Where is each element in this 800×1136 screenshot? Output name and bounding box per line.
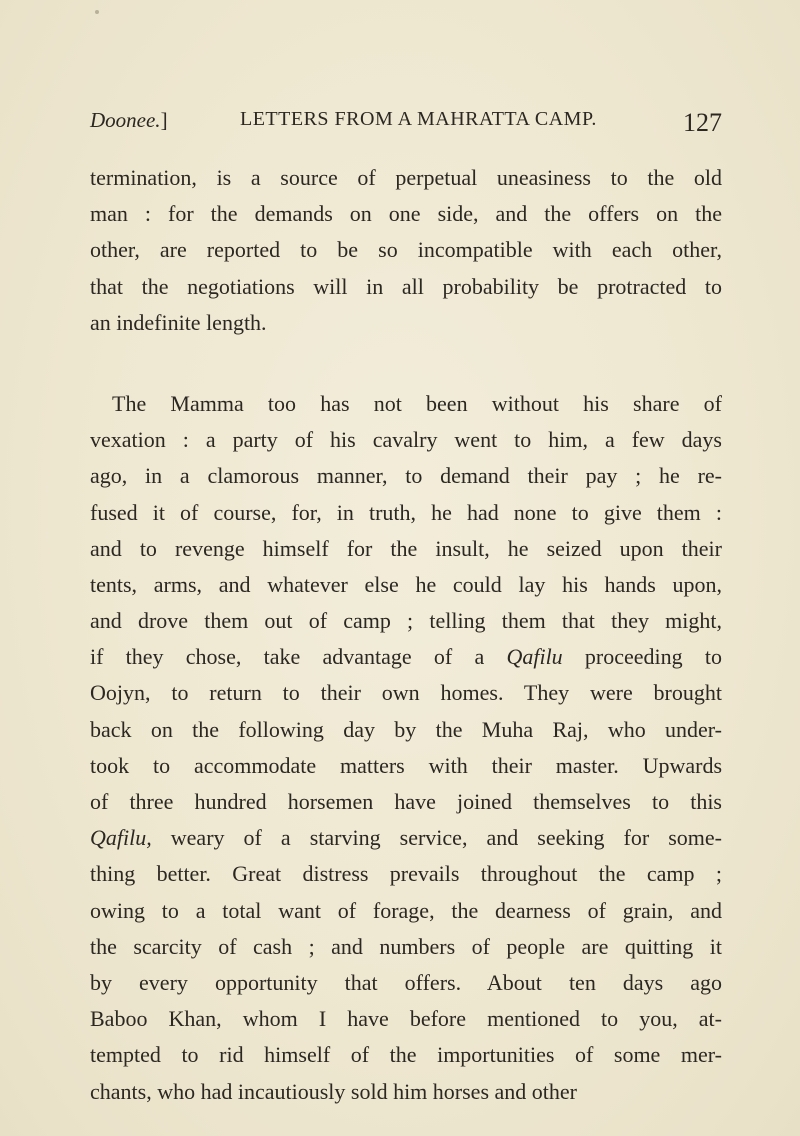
running-head-section: Doonee.] bbox=[90, 108, 168, 132]
text-line: ago, in a clamorous manner, to demand their pay ; he re- bbox=[90, 463, 722, 489]
text-line: owing to a total want of forage, the dearness of grain, and bbox=[90, 897, 722, 923]
text-line: if they chose, take advantage of a Qafilu proceeding to bbox=[90, 644, 722, 670]
text-line: of three hundred horsemen have joined themselves to this bbox=[90, 789, 722, 814]
text-line: the scarcity of cash ; and numbers of people are quitting it bbox=[90, 933, 722, 959]
text-line: tempted to rid himself of the importunities of some mer- bbox=[90, 1042, 722, 1068]
page-number: 127 bbox=[683, 108, 722, 137]
paper-speck bbox=[95, 10, 99, 14]
text-line: Qafilu, weary of a starving service, and seeking for some- bbox=[90, 825, 722, 851]
text-line: and drove them out of camp ; telling them that they might, bbox=[90, 608, 722, 634]
text-line: fused it of course, for, in truth, he had none to give them : bbox=[90, 499, 722, 525]
body-text bbox=[90, 160, 722, 1110]
paragraph-gap bbox=[90, 341, 722, 386]
text-line: Baboo Khan, whom I have before mentioned to you, at- bbox=[90, 1006, 722, 1032]
text-line: man : for the demands on one side, and the offers on the bbox=[90, 201, 722, 227]
italic-term: Qafilu, bbox=[90, 825, 152, 851]
text-line: The Mamma too has not been without his share of bbox=[112, 390, 722, 416]
text-line: tents, arms, and whatever else he could lay his hands upon, bbox=[90, 571, 722, 597]
text-line: termination, is a source of perpetual uneasiness to the old bbox=[90, 165, 722, 190]
text-line: by every opportunity that offers. About ten days ago bbox=[90, 969, 722, 995]
text-line: Oojyn, to return to their own homes. They were brought bbox=[90, 680, 722, 706]
text-line: other, are reported to be so incompatible with each other, bbox=[90, 237, 722, 263]
text-line: an indefinite length. bbox=[90, 309, 267, 335]
text-line: vexation : a party of his cavalry went to him, a few days bbox=[90, 427, 722, 453]
italic-term: Qafilu bbox=[506, 644, 563, 670]
text-line: took to accommodate matters with their master. Upwards bbox=[90, 752, 722, 778]
text-line: thing better. Great distress prevails throughout the camp ; bbox=[90, 861, 722, 887]
page-header bbox=[90, 108, 722, 138]
paragraph-1 bbox=[90, 160, 722, 341]
paragraph-2 bbox=[90, 386, 722, 1110]
text-line: back on the following day by the Muha Raj, who under- bbox=[90, 716, 722, 742]
text-line: and to revenge himself for the insult, he seized upon their bbox=[90, 535, 722, 561]
text-line: that the negotiations will in all probability be protracted to bbox=[90, 273, 722, 299]
text-line: chants, who had incautiously sold him horses and other bbox=[90, 1078, 577, 1104]
running-title: LETTERS FROM A MAHRATTA CAMP. bbox=[240, 108, 597, 130]
